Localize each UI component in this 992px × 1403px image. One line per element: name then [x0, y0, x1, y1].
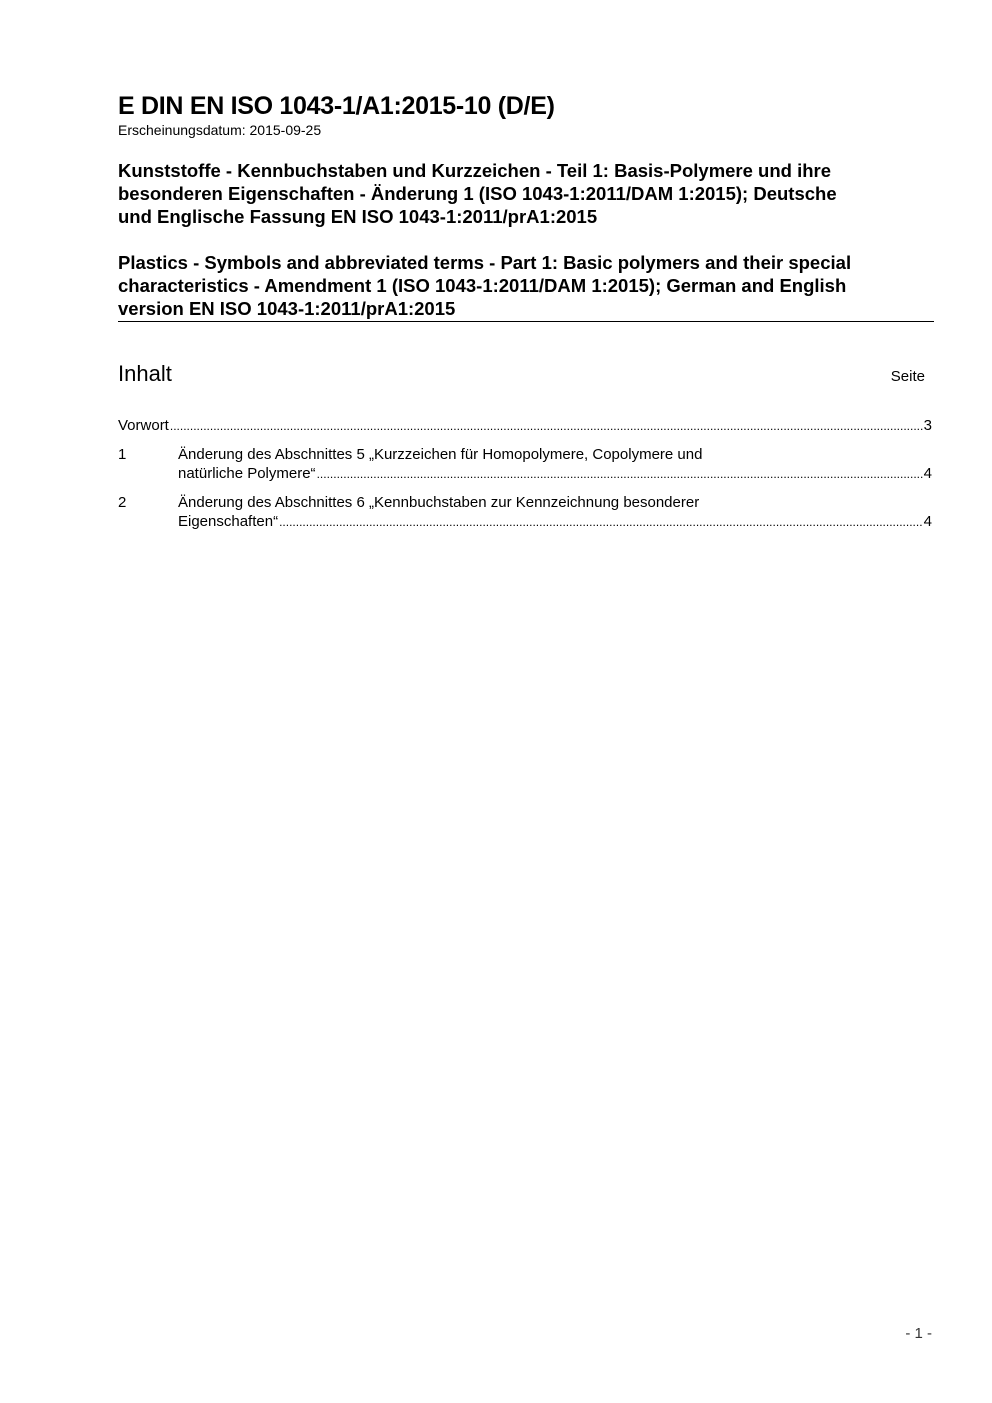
toc-dot-leader: [279, 512, 923, 532]
toc-entry-title-cont: natürliche Polymere“: [178, 465, 316, 482]
title-english: [118, 251, 933, 320]
toc-entry-number: 2: [118, 494, 127, 511]
title-german-line: Kunststoffe - Kennbuchstaben und Kurzzeichen - Teil 1: Basis-Polymere und ihre: [118, 160, 832, 181]
title-english-line: version EN ISO 1043-1:2011/prA1:2015: [118, 298, 456, 319]
toc-entry-number: 1: [118, 446, 127, 463]
toc-heading: Inhalt: [118, 361, 172, 386]
toc-entry-title-cont: Eigenschaften“: [178, 513, 279, 530]
title-german-line: besonderen Eigenschaften - Änderung 1 (ISO 1043-1:2011/DAM 1:2015); Deutsche: [118, 183, 837, 204]
document-id: E DIN EN ISO 1043-1/A1:2015-10 (D/E): [118, 92, 555, 120]
toc-entry-section-5[interactable]: [178, 464, 932, 484]
title-english-line: Plastics - Symbols and abbreviated terms - Part 1: Basic polymers and their special: [118, 252, 852, 273]
title-german-line: und Englische Fassung EN ISO 1043-1:2011/prA1:2015: [118, 206, 598, 227]
toc-entry-foreword[interactable]: [118, 416, 932, 436]
toc-dot-leader: [317, 464, 923, 484]
toc-entry-title: Vorwort: [118, 417, 169, 434]
toc-entry-title[interactable]: Änderung des Abschnittes 5 „Kurzzeichen für Homopolymere, Copolymere und: [178, 446, 703, 463]
toc-dot-leader: [170, 416, 923, 436]
header-divider: [118, 321, 934, 322]
toc-entry-title[interactable]: Änderung des Abschnittes 6 „Kennbuchstaben zur Kennzeichnung besonderer: [178, 494, 700, 511]
publication-date: Erscheinungsdatum: 2015-09-25: [118, 122, 322, 138]
toc-page-column-label: Seite: [890, 368, 925, 385]
title-german: [118, 159, 933, 228]
page-number: - 1 -: [905, 1325, 932, 1342]
toc-entry-page: 4: [923, 465, 932, 482]
title-english-line: characteristics - Amendment 1 (ISO 1043-1:2011/DAM 1:2015); German and English: [118, 275, 847, 296]
toc-entry-section-6[interactable]: [178, 512, 932, 532]
toc-entry-page: 4: [923, 513, 932, 530]
toc-entry-page: 3: [923, 417, 932, 434]
